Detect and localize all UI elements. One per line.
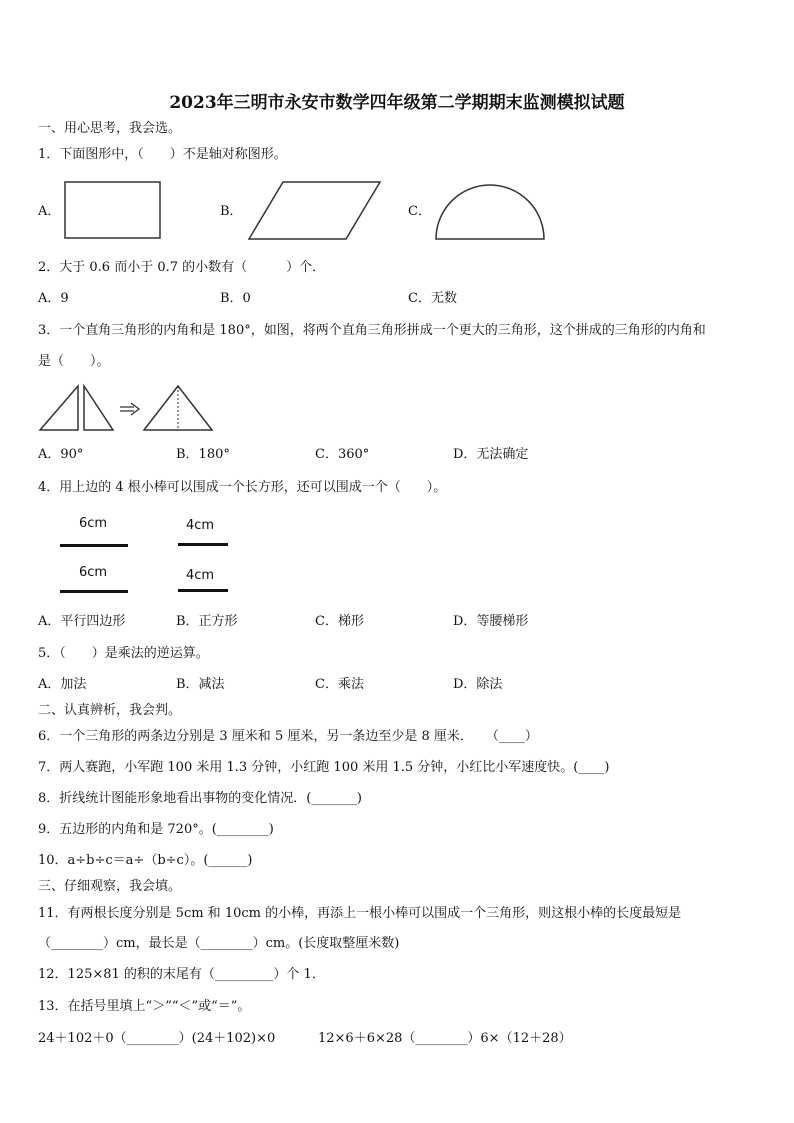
question-3-option-b: B．180° [176,447,230,462]
stick-2 [178,543,228,546]
question-3-option-a: A．90° [38,447,84,462]
question-7: 7．两人赛跑，小军跑 100 米用 1.3 分钟，小红跑 100 米用 1.5 分钟，小红比小军速度快。(____) [38,760,610,775]
page-title: 2023年三明市永安市数学四年级第二学期期末监测模拟试题 [169,93,625,113]
question-2-option-b: B．0 [220,291,251,306]
question-3-option-c: C．360° [315,447,370,462]
question-2-stem: 2．大于 0.6 而小于 0.7 的小数有（ ）个． [38,260,326,275]
question-1-stem: 1．下面图形中，（ ）不是轴对称图形。 [38,147,287,162]
question-2-option-a: A．9 [38,291,69,306]
question-4-option-b: B．正方形 [176,614,238,629]
triangles-combine-figure [38,383,218,433]
section-2-heading: 二、认真辨析，我会判。 [38,703,182,718]
question-5-option-d: D．除法 [453,677,503,692]
question-2-option-c: C．无数 [408,291,457,306]
question-4-option-d: D．等腰梯形 [453,614,529,629]
question-13-expression-2: 12×6＋6×28（________）6×（12＋28） [318,1031,572,1046]
question-5-option-a: A．加法 [38,677,87,692]
question-11-line2: （________）cm，最长是（________）cm。(长度取整厘米数) [38,936,400,951]
section-1-heading: 一、用心思考，我会选。 [38,121,182,136]
question-4-option-c: C．梯形 [315,614,364,629]
question-6: 6．一个三角形的两条边分别是 3 厘米和 5 厘米，另一条边至少是 8 厘米． （____） [38,729,538,744]
rectangle-figure [64,181,162,239]
question-13-expression-1: 24＋102＋0（________）(24＋102)×0 [38,1031,276,1046]
question-1-option-a: A． [38,204,61,219]
parallelogram-figure [248,181,382,241]
question-9: 9．五边形的内角和是 720°。(________) [38,822,274,837]
stick-4 [178,589,228,592]
section-3-heading: 三、仔细观察，我会填。 [38,879,182,894]
question-13-stem: 13．在括号里填上“＞”“＜”或“＝”。 [38,999,251,1014]
stick-1 [60,544,128,547]
question-1-option-b: B． [220,204,243,219]
question-5-option-c: C．乘法 [315,677,364,692]
stick-label-1: 6cm [79,516,108,531]
question-3-option-d: D．无法确定 [453,447,529,462]
question-5-option-b: B．减法 [176,677,225,692]
stick-3 [60,590,128,593]
question-1-option-c: C． [408,204,431,219]
question-3-stem-line1: 3．一个直角三角形的内角和是 180°，如图，将两个直角三角形拼成一个更大的三角形，这个拼成的三角形的内角和 [38,323,706,338]
semicircle-figure [435,184,547,242]
question-10: 10．a÷b÷c＝a÷（b÷c）。(______) [38,853,253,868]
question-12: 12．125×81 的积的末尾有（_________）个 1． [38,967,325,982]
question-5-stem: 5．（ ）是乘法的逆运算。 [38,646,209,661]
stick-label-2: 4cm [186,518,215,533]
question-3-stem-line2: 是（ ）。 [38,354,110,369]
stick-label-4: 4cm [186,568,215,583]
stick-label-3: 6cm [79,565,108,580]
question-4-stem: 4．用上边的 4 根小棒可以围成一个长方形，还可以围成一个（ ）。 [38,480,447,495]
question-4-option-a: A．平行四边形 [38,614,126,629]
question-8: 8．折线统计图能形象地看出事物的变化情况．(_______) [38,791,362,806]
question-11-line1: 11．有两根长度分别是 5cm 和 10cm 的小棒，再添上一根小棒可以围成一个三角形，则这根小棒的长度最短是 [38,906,682,921]
